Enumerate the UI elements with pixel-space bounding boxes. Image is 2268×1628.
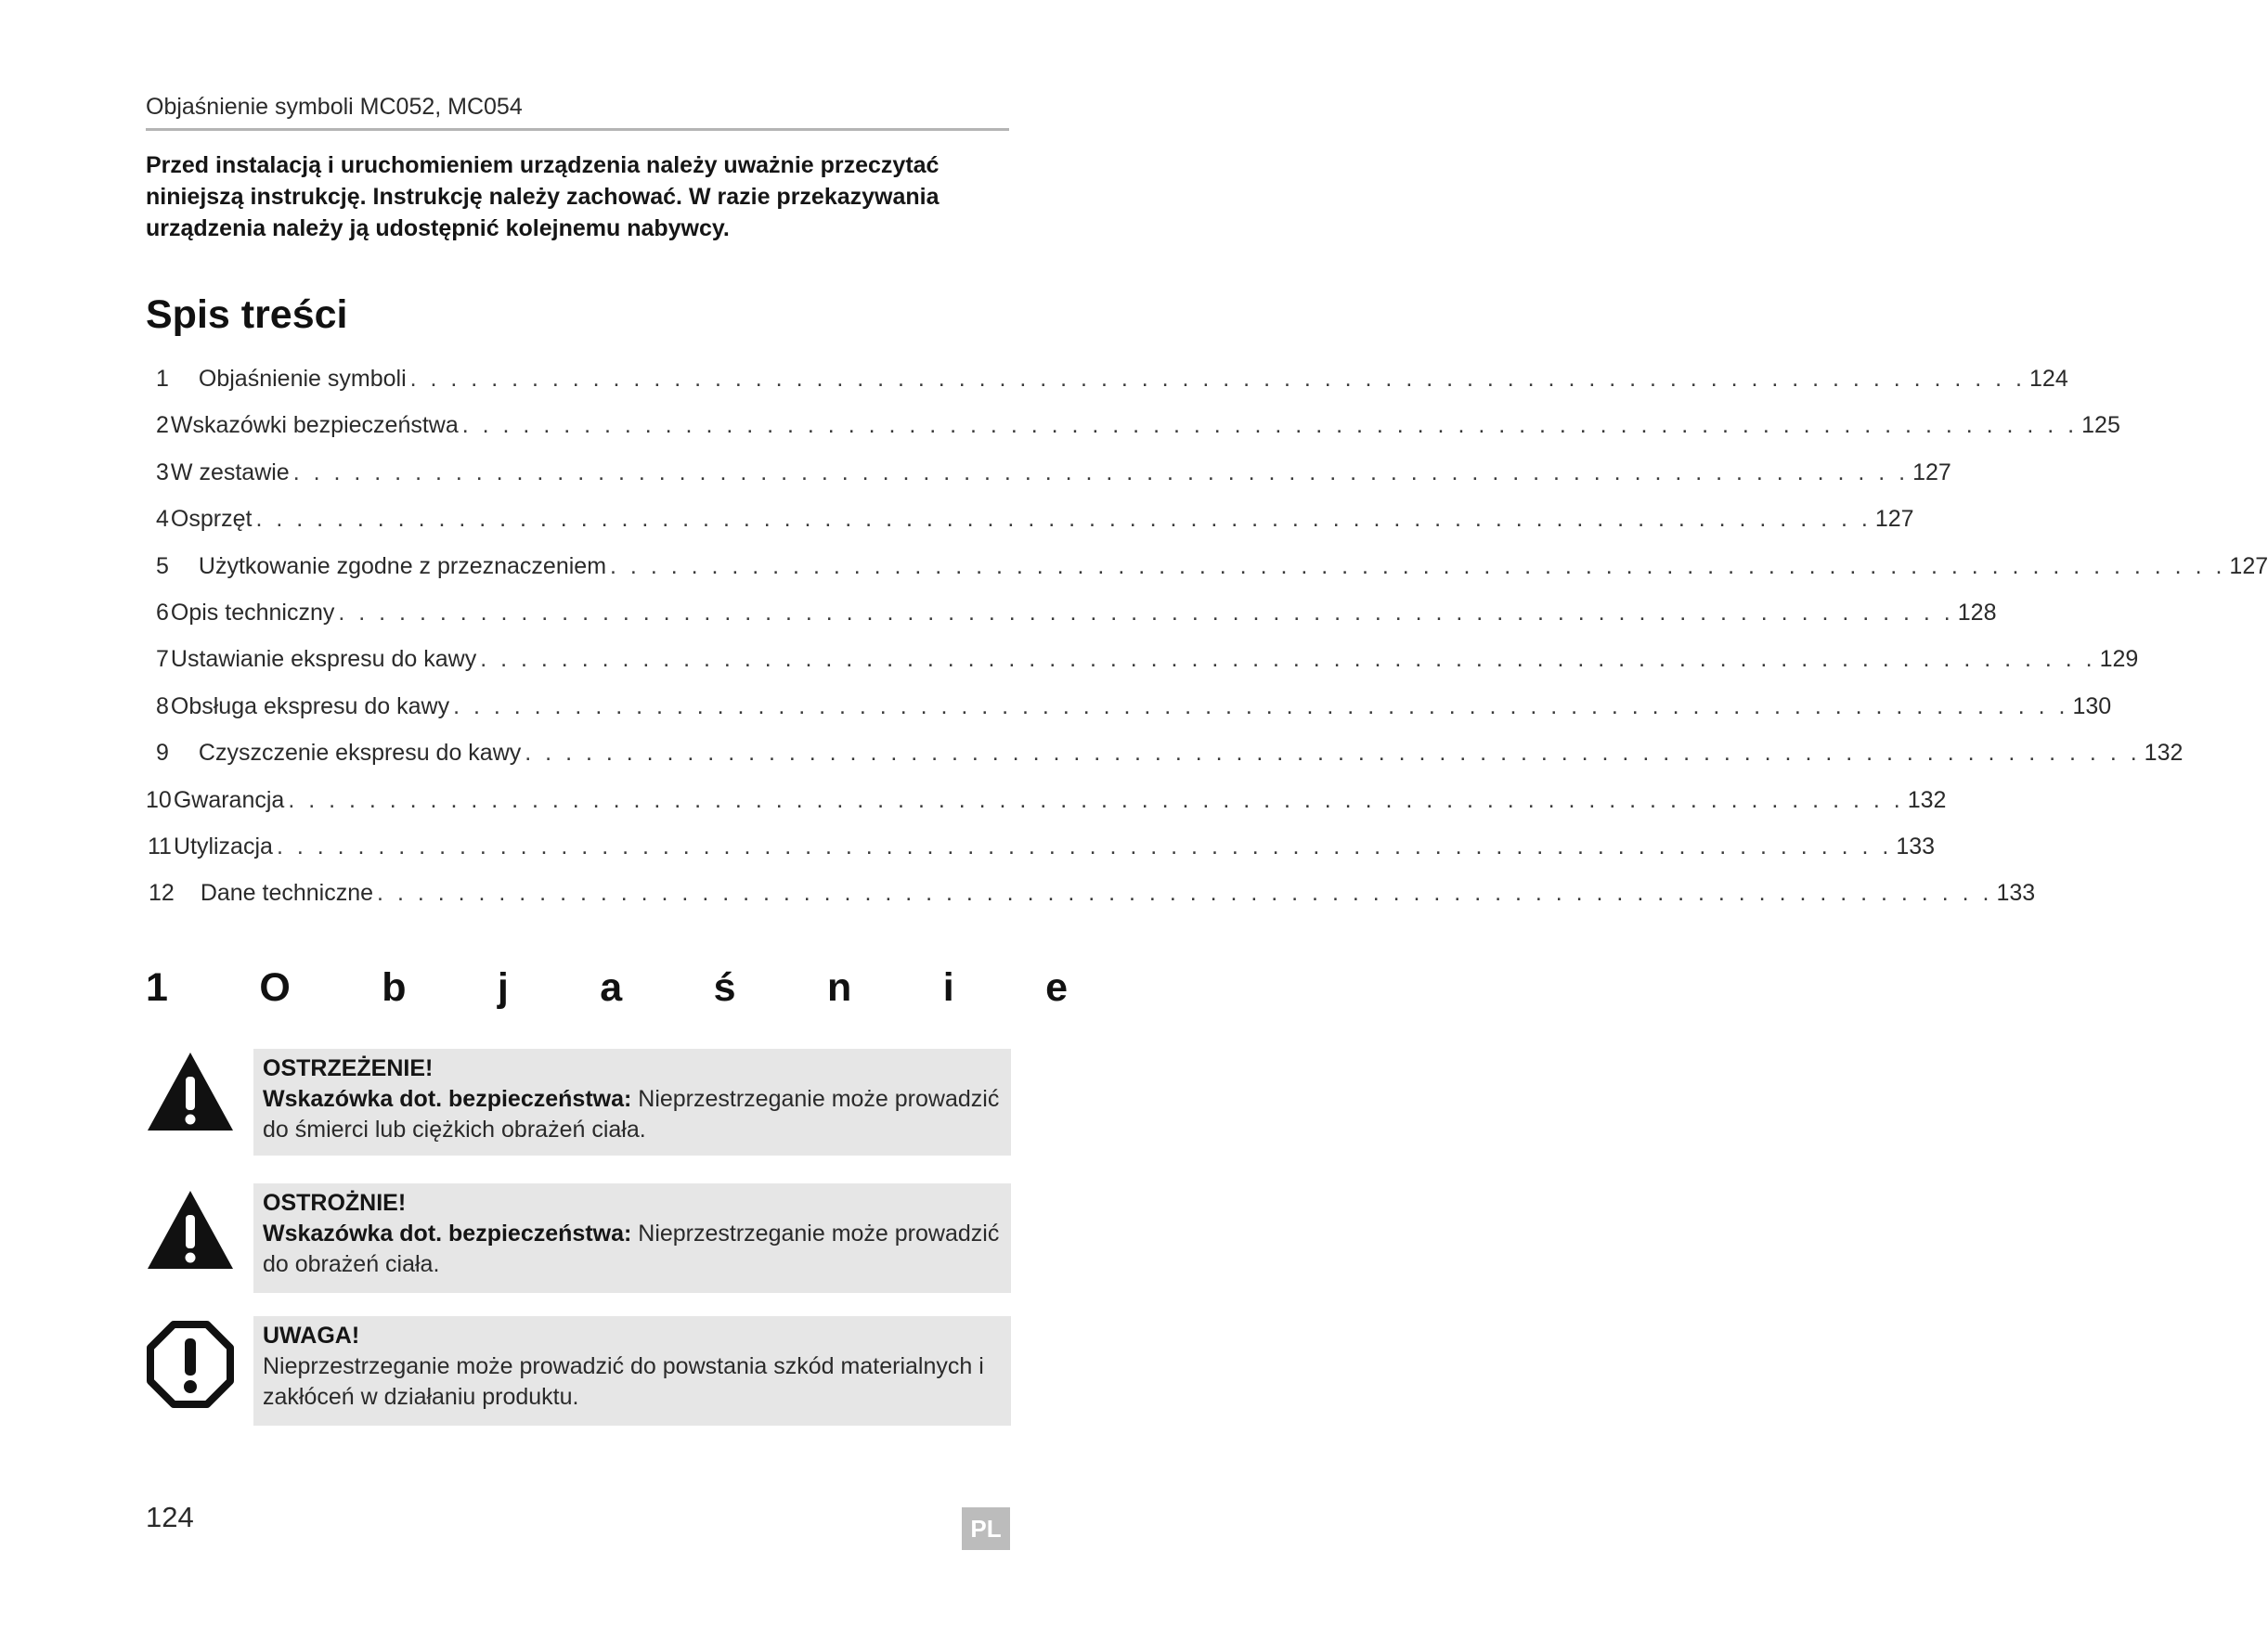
section-1-heading xyxy=(146,965,1068,1011)
toc-entry-page: 127 xyxy=(1874,506,1914,533)
notice-lead: Wskazówka dot. bezpieczeństwa: xyxy=(263,1086,639,1112)
caution-notice xyxy=(146,1183,1011,1293)
toc-entry-page: 132 xyxy=(1907,786,1947,813)
toc-entry-page: 133 xyxy=(1996,880,2036,907)
warning-notice xyxy=(146,1049,1011,1156)
toc-entry-page: 129 xyxy=(2099,646,2139,673)
section-heading-letter: i xyxy=(942,965,954,1010)
section-heading-letter: n xyxy=(826,965,852,1010)
section-heading-letter: a xyxy=(600,965,623,1010)
page-number: 124 xyxy=(146,1501,194,1533)
toc-entry-title: Wskazówki bezpieczeństwa xyxy=(170,412,459,439)
notice-box xyxy=(253,1316,1011,1426)
toc-entry-title: Dane techniczne xyxy=(200,880,374,907)
toc-entry-number: 1 xyxy=(156,366,169,392)
notice-box-uwaga xyxy=(146,1316,1011,1426)
signal-word: OSTROŻNIE! xyxy=(263,1190,407,1216)
toc-entry-title: Czyszczenie ekspresu do kawy xyxy=(198,740,522,767)
toc-entry[interactable] xyxy=(146,777,1947,823)
notice-text: Nieprzestrzeganie może prowadzić do śmierci lub ciężkich obrażeń ciała. xyxy=(263,1086,1000,1143)
toc-entry-page: 133 xyxy=(1896,833,1936,859)
toc-entry[interactable] xyxy=(156,589,1997,636)
toc-entry-title: Ustawianie ekspresu do kawy xyxy=(170,646,477,673)
running-header: Objaśnienie symboli MC052, MC054 xyxy=(146,94,1009,131)
toc-leader-dots: . . . . . . . . . . . . . . . . . . . . . . . . . . . . . . . . . . . . . . . . . . . . . . . . . . . . . . . . . . . . . . . . . . . . . . . . . . . . . . . . xyxy=(453,692,2069,719)
toc-entry-number: 12 xyxy=(149,880,175,907)
section-heading-letter: ś xyxy=(713,965,736,1010)
toc-leader-dots: . . . . . . . . . . . . . . . . . . . . . . . . . . . . . . . . . . . . . . . . . . . . . . . . . . . . . . . . . . . . . . . . . . . . . . . . . . . . . . . . xyxy=(409,366,2027,392)
section-heading-letter: b xyxy=(382,965,407,1010)
toc-entry-number: 2 xyxy=(156,412,169,439)
warning-triangle-icon xyxy=(146,1049,235,1138)
table-of-contents xyxy=(146,355,2268,917)
toc-leader-dots: . . . . . . . . . . . . . . . . . . . . . . . . . . . . . . . . . . . . . . . . . . . . . . . . . . . . . . . . . . . . . . . . . . . . . . . . . . . . . . . . xyxy=(377,880,1993,907)
toc-leader-dots: . . . . . . . . . . . . . . . . . . . . . . . . . . . . . . . . . . . . . . . . . . . . . . . . . . . . . . . . . . . . . . . . . . . . . . . . . . . . . . . . xyxy=(255,506,1872,533)
signal-word: UWAGA! xyxy=(263,1323,360,1349)
toc-entry-page: 132 xyxy=(2144,740,2184,767)
toc-entry-title: Obsługa ekspresu do kawy xyxy=(170,692,450,719)
toc-entry-page: 125 xyxy=(2081,412,2120,439)
toc-leader-dots: . . . . . . . . . . . . . . . . . . . . . . . . . . . . . . . . . . . . . . . . . . . . . . . . . . . . . . . . . . . . . . . . . . . . . . . . . . . . . . . . xyxy=(338,599,1954,626)
toc-entry[interactable] xyxy=(148,823,1936,870)
toc-entry-number: 3 xyxy=(156,459,169,485)
section-heading-letter: e xyxy=(1045,965,1068,1010)
toc-entry[interactable] xyxy=(149,870,2036,916)
toc-entry-title: Osprzęt xyxy=(170,506,253,533)
toc-entry[interactable] xyxy=(156,449,1951,496)
toc-title: Spis treści xyxy=(146,292,348,337)
toc-leader-dots: . . . . . . . . . . . . . . . . . . . . . . . . . . . . . . . . . . . . . . . . . . . . . . . . . . . . . . . . . . . . . . . . . . . . . . . . . . . . . . . . xyxy=(288,786,1904,813)
notice-lead: Wskazówka dot. bezpieczeństwa: xyxy=(263,1221,639,1247)
signal-word: OSTRZEŻENIE! xyxy=(263,1055,434,1081)
toc-entry[interactable] xyxy=(156,543,2268,589)
toc-entry-page: 128 xyxy=(1957,599,1997,626)
toc-entry-number: 6 xyxy=(156,599,169,626)
toc-entry-page: 124 xyxy=(2029,366,2068,392)
toc-leader-dots: . . . . . . . . . . . . . . . . . . . . . . . . . . . . . . . . . . . . . . . . . . . . . . . . . . . . . . . . . . . . . . . . . . . . . . . . . . . . . . . . xyxy=(610,552,2226,579)
toc-entry-title: Użytkowanie zgodne z przeznaczeniem xyxy=(198,552,607,579)
toc-entry-number: 5 xyxy=(156,552,169,579)
intro-paragraph: Przed instalacją i uruchomieniem urządzenia należy uważnie przeczytać niniejszą instrukcję. Instrukcję należy zachować. W razie przekazywania urządzenia należy ją udostępnić kolejnemu nabywcy. xyxy=(146,152,940,241)
toc-entry[interactable] xyxy=(156,683,2112,730)
toc-leader-dots: . . . . . . . . . . . . . . . . . . . . . . . . . . . . . . . . . . . . . . . . . . . . . . . . . . . . . . . . . . . . . . . . . . . . . . . . . . . . . . . . xyxy=(292,459,1910,485)
notice-text: Nieprzestrzeganie może prowadzić do powstania szkód materialnych i zakłóceń w działaniu produktu. xyxy=(263,1353,984,1410)
section-heading-letter: 1 xyxy=(146,965,168,1010)
toc-entry[interactable] xyxy=(156,355,2068,402)
toc-entry-title: Utylizacja xyxy=(173,833,273,859)
toc-entry-page: 127 xyxy=(2229,552,2268,579)
toc-leader-dots: . . . . . . . . . . . . . . . . . . . . . . . . . . . . . . . . . . . . . . . . . . . . . . . . . . . . . . . . . . . . . . . . . . . . . . . . . . . . . . . . xyxy=(480,646,2096,673)
toc-entry-number: 8 xyxy=(156,692,169,719)
section-heading-letter: j xyxy=(497,965,509,1010)
toc-entry-number: 9 xyxy=(156,740,169,767)
toc-entry-number: 10 xyxy=(146,786,172,813)
toc-entry[interactable] xyxy=(156,402,2120,448)
toc-entry-page: 127 xyxy=(1912,459,1951,485)
notice-octagon-icon xyxy=(146,1320,235,1409)
toc-entry[interactable] xyxy=(156,636,2139,682)
toc-entry-number: 7 xyxy=(156,646,169,673)
toc-leader-dots: . . . . . . . . . . . . . . . . . . . . . . . . . . . . . . . . . . . . . . . . . . . . . . . . . . . . . . . . . . . . . . . . . . . . . . . . . . . . . . . . xyxy=(461,412,2079,439)
toc-entry-number: 4 xyxy=(156,506,169,533)
section-heading-letter: O xyxy=(259,965,291,1010)
toc-leader-dots: . . . . . . . . . . . . . . . . . . . . . . . . . . . . . . . . . . . . . . . . . . . . . . . . . . . . . . . . . . . . . . . . . . . . . . . . . . . . . . . . xyxy=(525,740,2141,767)
caution-box xyxy=(253,1183,1011,1293)
language-badge: PL xyxy=(962,1507,1010,1550)
toc-entry-number: 11 xyxy=(148,833,172,859)
toc-leader-dots: . . . . . . . . . . . . . . . . . . . . . . . . . . . . . . . . . . . . . . . . . . . . . . . . . . . . . . . . . . . . . . . . . . . . . . . . . . . . . . . . xyxy=(276,833,1893,859)
notice-text: Nieprzestrzeganie może prowadzić do obrażeń ciała. xyxy=(263,1221,1000,1277)
caution-triangle-icon xyxy=(146,1187,235,1276)
toc-entry-title: Gwarancja xyxy=(173,786,285,813)
toc-entry-title: Opis techniczny xyxy=(170,599,335,626)
toc-entry[interactable] xyxy=(156,730,2184,776)
toc-entry[interactable] xyxy=(156,496,1914,542)
toc-entry-title: Objaśnienie symboli xyxy=(198,366,407,392)
toc-entry-page: 130 xyxy=(2072,692,2112,719)
toc-entry-title: W zestawie xyxy=(170,459,290,485)
warning-box xyxy=(253,1049,1011,1156)
